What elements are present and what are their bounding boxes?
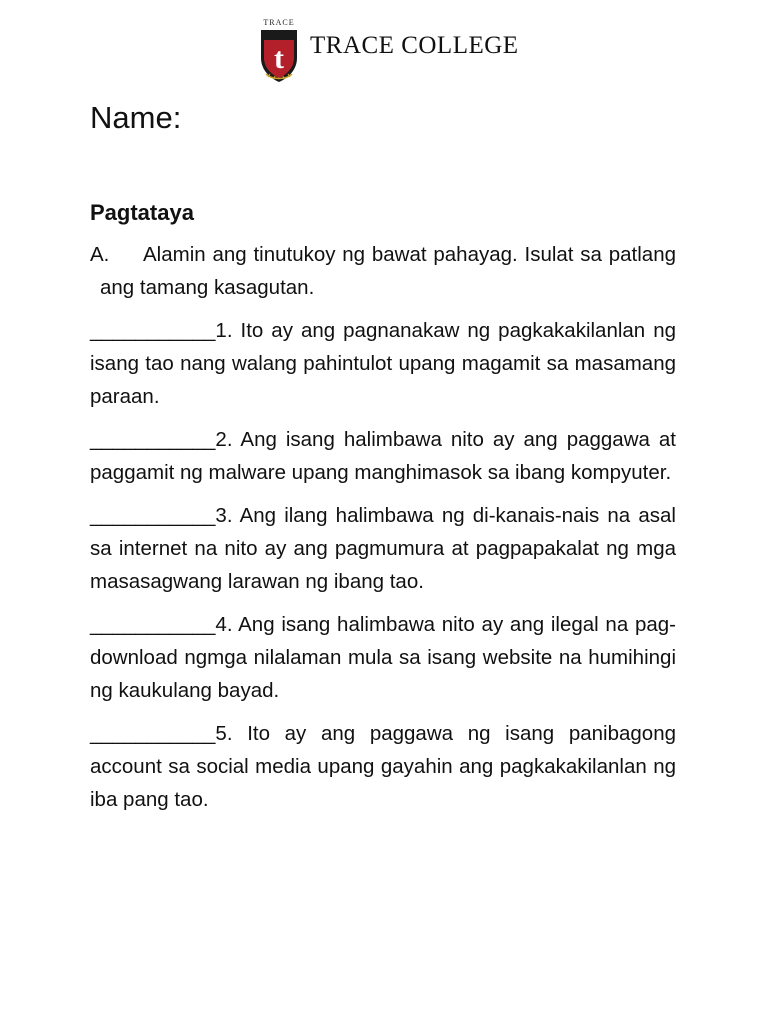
seal-word: TRACE: [263, 18, 295, 27]
question-item-1: [90, 314, 676, 413]
question-number-5: 5.: [215, 722, 233, 745]
instruction-letter: A.: [90, 243, 110, 266]
answer-blank-5[interactable]: ___________: [90, 722, 216, 745]
question-number-3: 3.: [215, 504, 233, 527]
question-text-2: Ang isang halimbawa nito ay ang paggawa at paggamit ng malware upang manghimasok sa ibang kompyuter.: [90, 428, 676, 484]
college-name: TRACE COLLEGE: [310, 32, 519, 59]
answer-blank-1[interactable]: ___________: [90, 319, 216, 342]
question-item-5: [90, 717, 676, 816]
question-item-3: [90, 499, 676, 598]
college-logo: [254, 18, 518, 84]
question-text-5: Ito ay ang paggawa ng isang panibagong account sa social media upang gayahin ang pagkakakilanlan ng iba pang tao.: [90, 722, 676, 811]
question-text-3: Ang ilang halimbawa ng di-kanais-nais na asal sa internet na nito ay ang pagmumura at pagpapakalat ng mga masasagwang larawan ng ibang tao.: [90, 504, 676, 593]
question-item-2: [90, 423, 676, 489]
name-label: Name:: [90, 100, 182, 135]
document-header: [0, 18, 768, 84]
answer-blank-2[interactable]: ___________: [90, 428, 216, 451]
answer-blank-4[interactable]: ___________: [90, 613, 216, 636]
instruction-text: Alamin ang tinutukoy ng bawat pahayag. Isulat sa patlang ang tamang kasagutan.: [100, 243, 676, 299]
worksheet-content: [90, 96, 676, 816]
section-title: Pagtataya: [90, 200, 194, 225]
question-number-2: 2.: [215, 428, 233, 451]
question-number-1: 1.: [215, 319, 233, 342]
college-seal-icon: [254, 18, 304, 84]
question-text-4: Ang isang halimbawa nito ay ang ilegal na pag-download ngmga nilalaman mula sa isang website na humihingi ng kaukulang bayad.: [90, 613, 676, 702]
question-item-4: [90, 608, 676, 707]
seal-letter: t: [274, 42, 284, 75]
question-number-4: 4.: [215, 613, 233, 636]
shield-icon: [258, 28, 300, 84]
question-text-1: Ito ay ang pagnanakaw ng pagkakakilanlan ng isang tao nang walang pahintulot upang magamit sa masamang paraan.: [90, 319, 676, 408]
instruction: [90, 238, 676, 304]
answer-blank-3[interactable]: ___________: [90, 504, 216, 527]
